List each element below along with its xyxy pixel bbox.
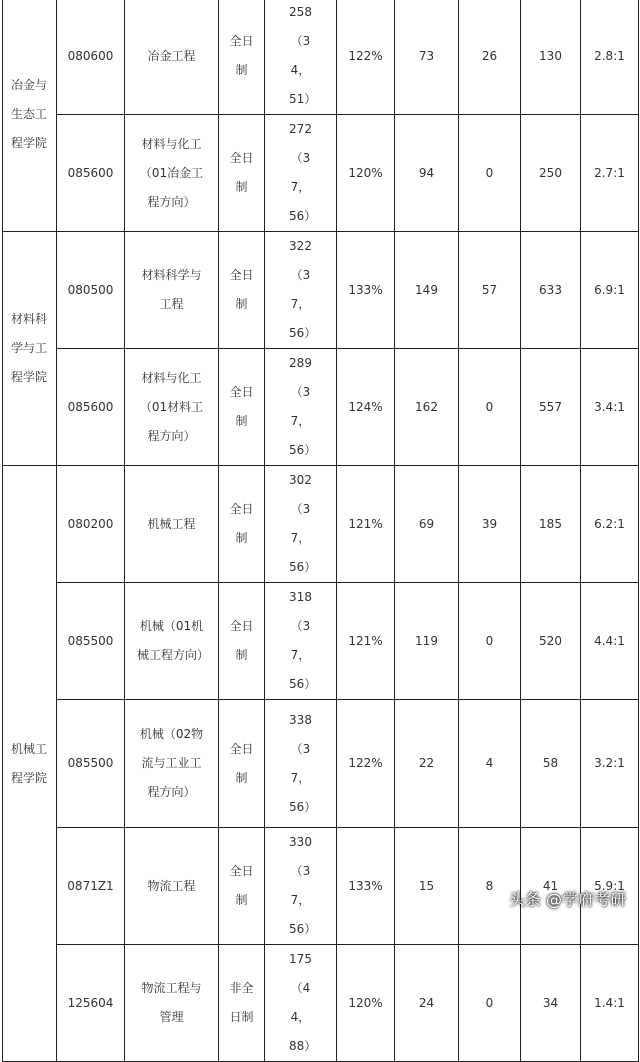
study-mode: 全日制 <box>219 232 265 349</box>
cutoff-score: 338（37，56） <box>265 700 337 828</box>
competition-ratio: 6.9:1 <box>581 232 639 349</box>
retest-ratio: 124% <box>337 349 395 466</box>
college-name: 材料科学与工程学院 <box>3 232 57 466</box>
college-name: 冶金与生态工程学院 <box>3 0 57 232</box>
study-mode: 非全日制 <box>219 945 265 1062</box>
admitted-count: 15 <box>395 828 459 945</box>
admitted-count: 119 <box>395 583 459 700</box>
major-code: 085500 <box>57 583 125 700</box>
applicant-count: 520 <box>521 583 581 700</box>
major-code: 0871Z1 <box>57 828 125 945</box>
exempt-count: 4 <box>459 700 521 828</box>
major-code: 080200 <box>57 466 125 583</box>
table-row <box>3 945 639 1062</box>
major-code: 080600 <box>57 0 125 115</box>
major-name: 物流工程与管理 <box>125 945 219 1062</box>
competition-ratio: 2.7:1 <box>581 115 639 232</box>
watermark: 头条 @学府考研 <box>508 890 626 909</box>
retest-ratio: 121% <box>337 466 395 583</box>
applicant-count: 250 <box>521 115 581 232</box>
retest-ratio: 133% <box>337 232 395 349</box>
table-row <box>3 349 639 466</box>
major-code: 085600 <box>57 349 125 466</box>
study-mode: 全日制 <box>219 466 265 583</box>
admitted-count: 24 <box>395 945 459 1062</box>
retest-ratio: 120% <box>337 115 395 232</box>
major-code: 085600 <box>57 115 125 232</box>
major-name: 机械（02物流与工业工程方向） <box>125 700 219 828</box>
cutoff-score: 272（37，56） <box>265 115 337 232</box>
admitted-count: 162 <box>395 349 459 466</box>
table-row <box>3 828 639 945</box>
competition-ratio: 1.4:1 <box>581 945 639 1062</box>
table-row <box>3 115 639 232</box>
admitted-count: 22 <box>395 700 459 828</box>
major-code: 080500 <box>57 232 125 349</box>
retest-ratio: 122% <box>337 700 395 828</box>
cutoff-score: 322（37，56） <box>265 232 337 349</box>
admitted-count: 94 <box>395 115 459 232</box>
exempt-count: 0 <box>459 945 521 1062</box>
competition-ratio: 4.4:1 <box>581 583 639 700</box>
major-name: 机械（01机械工程方向） <box>125 583 219 700</box>
exempt-count: 8 <box>459 828 521 945</box>
major-name: 冶金工程 <box>125 0 219 115</box>
study-mode: 全日制 <box>219 700 265 828</box>
competition-ratio: 2.8:1 <box>581 0 639 115</box>
admitted-count: 149 <box>395 232 459 349</box>
applicant-count: 41 <box>521 828 581 945</box>
major-name: 机械工程 <box>125 466 219 583</box>
competition-ratio: 3.4:1 <box>581 349 639 466</box>
retest-ratio: 121% <box>337 583 395 700</box>
study-mode: 全日制 <box>219 828 265 945</box>
cutoff-score: 330（37，56） <box>265 828 337 945</box>
applicant-count: 34 <box>521 945 581 1062</box>
table-row <box>3 0 639 115</box>
cutoff-score: 302（37，56） <box>265 466 337 583</box>
table-row <box>3 700 639 828</box>
exempt-count: 0 <box>459 115 521 232</box>
applicant-count: 557 <box>521 349 581 466</box>
admitted-count: 69 <box>395 466 459 583</box>
study-mode: 全日制 <box>219 0 265 115</box>
study-mode: 全日制 <box>219 115 265 232</box>
admitted-count: 73 <box>395 0 459 115</box>
exempt-count: 0 <box>459 349 521 466</box>
major-name: 物流工程 <box>125 828 219 945</box>
applicant-count: 130 <box>521 0 581 115</box>
exempt-count: 0 <box>459 583 521 700</box>
study-mode: 全日制 <box>219 349 265 466</box>
major-name: 材料与化工（01材料工程方向） <box>125 349 219 466</box>
major-name: 材料与化工（01冶金工程方向） <box>125 115 219 232</box>
exempt-count: 39 <box>459 466 521 583</box>
cutoff-score: 175（44，88） <box>265 945 337 1062</box>
competition-ratio: 6.2:1 <box>581 466 639 583</box>
exempt-count: 26 <box>459 0 521 115</box>
major-name: 材料科学与工程 <box>125 232 219 349</box>
applicant-count: 58 <box>521 700 581 828</box>
study-mode: 全日制 <box>219 583 265 700</box>
applicant-count: 185 <box>521 466 581 583</box>
retest-ratio: 122% <box>337 0 395 115</box>
retest-ratio: 120% <box>337 945 395 1062</box>
cutoff-score: 318（37，56） <box>265 583 337 700</box>
competition-ratio: 3.2:1 <box>581 700 639 828</box>
competition-ratio: 5.9:1 <box>581 828 639 945</box>
table-row <box>3 466 639 583</box>
exempt-count: 57 <box>459 232 521 349</box>
applicant-count: 633 <box>521 232 581 349</box>
cutoff-score: 289（37，56） <box>265 349 337 466</box>
major-code: 125604 <box>57 945 125 1062</box>
retest-ratio: 133% <box>337 828 395 945</box>
cutoff-score: 258（34，51） <box>265 0 337 115</box>
major-code: 085500 <box>57 700 125 828</box>
college-name: 机械工程学院 <box>3 466 57 1062</box>
table-row <box>3 232 639 349</box>
table-row <box>3 583 639 700</box>
